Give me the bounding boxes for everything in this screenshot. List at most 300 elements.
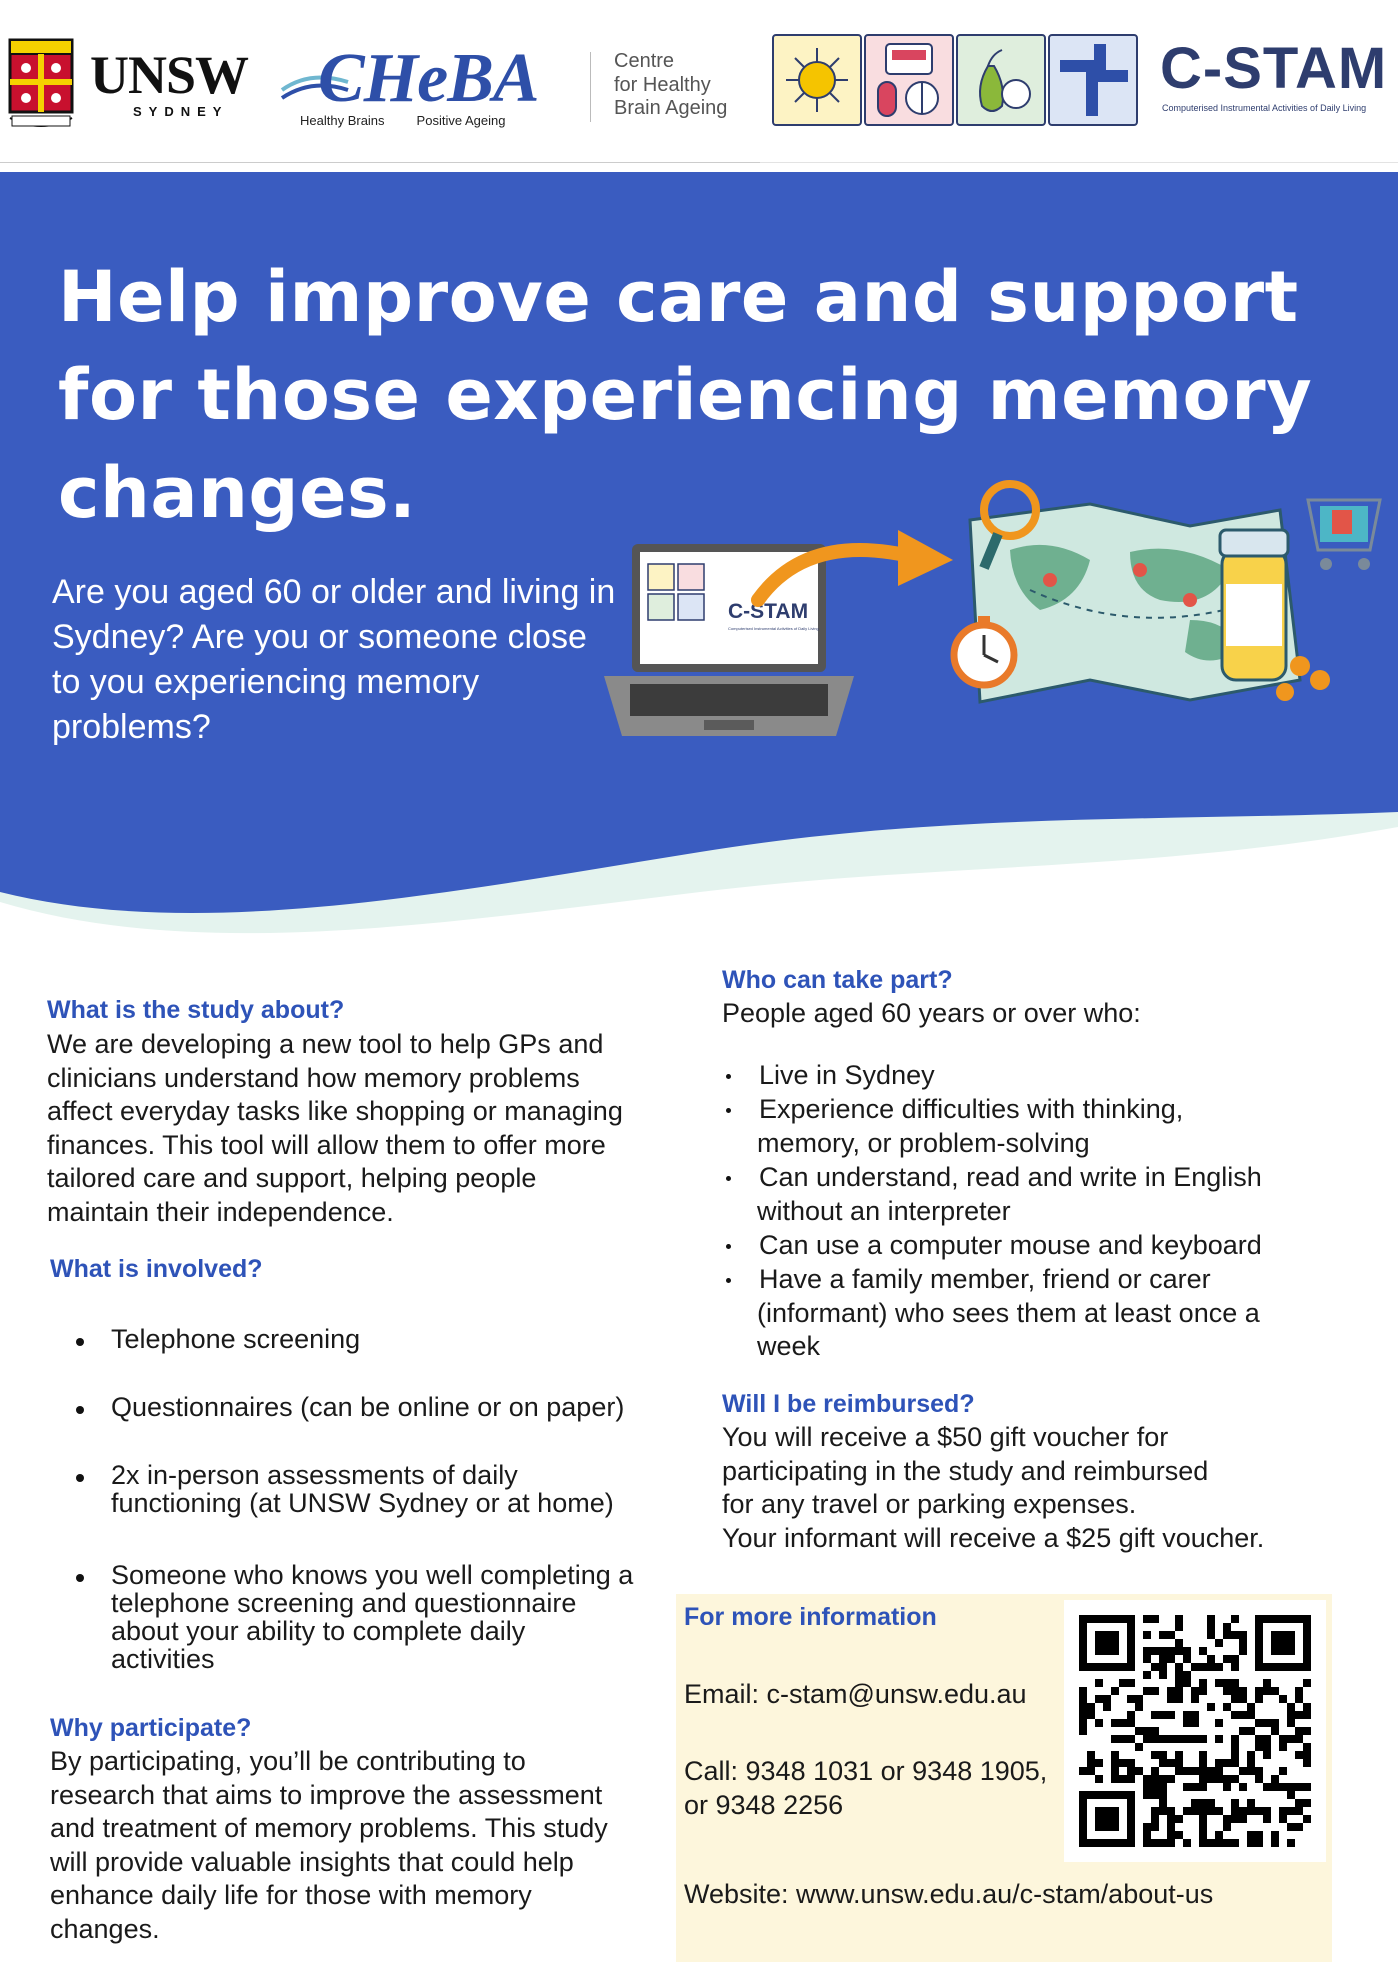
qr-module [1215, 1735, 1223, 1743]
reimbursed-text [722, 1421, 1264, 1555]
qr-module [1231, 1775, 1239, 1783]
qr-module [1263, 1751, 1271, 1759]
qr-module [1159, 1807, 1167, 1815]
qr-module [1295, 1727, 1303, 1735]
centre-line-3: Brain Ageing [614, 97, 728, 120]
qr-module [1087, 1767, 1095, 1775]
qr-module [1215, 1719, 1223, 1727]
qr-module [1231, 1679, 1239, 1687]
qr-module [1159, 1711, 1167, 1719]
qr-module [1303, 1751, 1311, 1759]
qr-module [1191, 1711, 1199, 1719]
qr-module [1151, 1783, 1159, 1791]
unsw-crest-icon [8, 38, 74, 134]
qr-module [1207, 1703, 1215, 1711]
involved-item [111, 1325, 360, 1353]
bullet-icon [726, 1244, 731, 1249]
qr-module [1167, 1831, 1175, 1839]
qr-module [1087, 1759, 1095, 1767]
qr-module [1247, 1831, 1255, 1839]
qr-module [1271, 1783, 1279, 1791]
qr-module [1199, 1767, 1207, 1775]
qr-module [1223, 1631, 1231, 1639]
qr-module [1143, 1831, 1151, 1839]
qr-module [1151, 1687, 1159, 1695]
qr-finder [1095, 1807, 1119, 1831]
qr-module [1255, 1807, 1263, 1815]
qr-module [1151, 1823, 1159, 1831]
qr-module [1167, 1735, 1175, 1743]
bullet-icon [76, 1338, 84, 1346]
qr-module [1127, 1711, 1135, 1719]
qr-module [1295, 1807, 1303, 1815]
who-line: Can understand, read and write in English [759, 1162, 1262, 1192]
qr-module [1087, 1711, 1095, 1719]
qr-module [1287, 1711, 1295, 1719]
qr-module [1223, 1759, 1231, 1767]
qr-module [1087, 1751, 1095, 1759]
qr-module [1247, 1751, 1255, 1759]
qr-module [1279, 1695, 1287, 1703]
qr-module [1151, 1735, 1159, 1743]
qr-module [1087, 1703, 1095, 1711]
qr-module [1191, 1719, 1199, 1727]
qr-module [1127, 1679, 1135, 1687]
qr-module [1231, 1687, 1239, 1695]
qr-module [1119, 1735, 1127, 1743]
qr-module [1207, 1799, 1215, 1807]
reimbursed-line: Your informant will receive a $25 gift voucher. [722, 1522, 1265, 1553]
qr-module [1175, 1671, 1183, 1679]
qr-module [1135, 1695, 1143, 1703]
qr-module [1239, 1807, 1247, 1815]
qr-module [1167, 1695, 1175, 1703]
qr-module [1143, 1735, 1151, 1743]
qr-module [1127, 1767, 1135, 1775]
who-line: week [757, 1331, 821, 1362]
qr-module [1159, 1839, 1167, 1847]
qr-module [1143, 1783, 1151, 1791]
qr-module [1263, 1783, 1271, 1791]
qr-module [1215, 1775, 1223, 1783]
qr-module [1207, 1807, 1215, 1815]
qr-module [1119, 1775, 1127, 1783]
qr-module [1183, 1655, 1191, 1663]
why-line: research that aims to improve the assessment [50, 1779, 603, 1810]
cheba-tag-right: Positive Ageing [416, 113, 506, 128]
bullet-icon [76, 1474, 84, 1482]
about-line: tailored care and support, helping people [47, 1163, 537, 1194]
qr-module [1175, 1647, 1183, 1655]
qr-module [1279, 1743, 1287, 1751]
who-item [759, 1263, 1260, 1364]
involved-item [111, 1461, 614, 1517]
qr-module [1247, 1703, 1255, 1711]
cheba-tagline [300, 113, 537, 128]
qr-module [1199, 1823, 1207, 1831]
qr-module [1183, 1711, 1191, 1719]
qr-module [1255, 1831, 1263, 1839]
orange-arrow-icon [748, 520, 958, 620]
involved-item [111, 1561, 633, 1673]
qr-module [1279, 1735, 1287, 1743]
qr-module [1223, 1823, 1231, 1831]
qr-module [1223, 1703, 1231, 1711]
qr-module [1247, 1767, 1255, 1775]
qr-module [1151, 1815, 1159, 1823]
header-logos [0, 0, 1398, 162]
qr-module [1295, 1711, 1303, 1719]
qr-module [1199, 1799, 1207, 1807]
qr-module [1247, 1759, 1255, 1767]
qr-module [1271, 1775, 1279, 1783]
qr-module [1295, 1687, 1303, 1695]
contact-email[interactable] [684, 1678, 1027, 1712]
qr-module [1191, 1767, 1199, 1775]
centre-line-2: for Healthy [614, 73, 711, 96]
laptop-screen-sub: Computerised Instrumental Activities of Daily Living [728, 626, 819, 631]
qr-module [1279, 1807, 1287, 1815]
qr-module [1079, 1687, 1087, 1695]
about-text [47, 1028, 623, 1230]
qr-module [1079, 1767, 1087, 1775]
centre-line-1: Centre [614, 50, 675, 72]
qr-module [1279, 1767, 1287, 1775]
qr-module [1255, 1767, 1263, 1775]
qr-module [1207, 1663, 1215, 1671]
cstam-logo-text: C-STAM [1160, 36, 1388, 101]
qr-module [1287, 1719, 1295, 1727]
qr-module [1175, 1663, 1183, 1671]
qr-module [1231, 1839, 1239, 1847]
involved-item [111, 1393, 624, 1421]
qr-module [1183, 1647, 1191, 1655]
qr-module [1143, 1823, 1151, 1831]
qr-module [1159, 1751, 1167, 1759]
qr-module [1151, 1775, 1159, 1783]
involved-line: Telephone screening [111, 1324, 361, 1354]
qr-code-icon[interactable] [1064, 1600, 1326, 1862]
qr-module [1239, 1783, 1247, 1791]
who-item [759, 1161, 1262, 1228]
qr-module [1223, 1775, 1231, 1783]
who-intro: People aged 60 years or over who: [722, 998, 1141, 1028]
qr-module [1255, 1839, 1263, 1847]
qr-module [1303, 1743, 1311, 1751]
qr-module [1223, 1783, 1231, 1791]
qr-module [1159, 1799, 1167, 1807]
qr-module [1247, 1727, 1255, 1735]
qr-module [1215, 1839, 1223, 1847]
qr-module [1287, 1839, 1295, 1847]
qr-module [1191, 1807, 1199, 1815]
qr-module [1239, 1727, 1247, 1735]
bullet-icon [76, 1406, 84, 1414]
qr-module [1127, 1775, 1135, 1783]
qr-module [1199, 1759, 1207, 1767]
qr-module [1143, 1727, 1151, 1735]
qr-module [1271, 1831, 1279, 1839]
qr-module [1223, 1687, 1231, 1695]
qr-module [1151, 1839, 1159, 1847]
involved-line: telephone screening and questionnaire [111, 1588, 577, 1618]
qr-finder [1095, 1631, 1119, 1655]
qr-module [1167, 1839, 1175, 1847]
website-label: Website [684, 1879, 782, 1909]
contact-website[interactable] [684, 1878, 1213, 1912]
qr-module [1295, 1823, 1303, 1831]
qr-module [1199, 1663, 1207, 1671]
qr-module [1167, 1807, 1175, 1815]
contact-heading: For more information [684, 1603, 937, 1631]
qr-module [1287, 1807, 1295, 1815]
who-line: Live in Sydney [759, 1060, 935, 1090]
qr-module [1103, 1703, 1111, 1711]
qr-module [1079, 1711, 1087, 1719]
qr-module [1159, 1791, 1167, 1799]
qr-module [1255, 1719, 1263, 1727]
qr-module [1159, 1759, 1167, 1767]
qr-module [1167, 1687, 1175, 1695]
qr-module [1199, 1687, 1207, 1695]
qr-module [1303, 1799, 1311, 1807]
qr-module [1295, 1751, 1303, 1759]
qr-module [1159, 1735, 1167, 1743]
qr-module [1135, 1767, 1143, 1775]
involved-line: functioning (at UNSW Sydney or at home) [111, 1488, 614, 1518]
bullet-icon [726, 1176, 731, 1181]
qr-module [1231, 1735, 1239, 1743]
qr-module [1255, 1743, 1263, 1751]
qr-module [1279, 1815, 1287, 1823]
qr-module [1199, 1751, 1207, 1759]
qr-module [1191, 1663, 1199, 1671]
qr-module [1231, 1631, 1239, 1639]
qr-module [1135, 1743, 1143, 1751]
qr-module [1143, 1671, 1151, 1679]
reimbursed-line: You will receive a $50 gift voucher for [722, 1422, 1169, 1452]
qr-module [1151, 1727, 1159, 1735]
qr-module [1151, 1751, 1159, 1759]
who-line: (informant) who sees them at least once a [757, 1297, 1260, 1328]
qr-module [1271, 1687, 1279, 1695]
qr-module [1271, 1727, 1279, 1735]
about-line: finances. This tool will allow them to offer more [47, 1129, 606, 1160]
qr-module [1199, 1831, 1207, 1839]
qr-module [1231, 1663, 1239, 1671]
qr-module [1215, 1663, 1223, 1671]
qr-module [1263, 1719, 1271, 1727]
qr-module [1295, 1735, 1303, 1743]
qr-module [1223, 1839, 1231, 1847]
qr-module [1303, 1815, 1311, 1823]
qr-module [1159, 1671, 1167, 1679]
involved-line: 2x in-person assessments of daily [111, 1460, 518, 1490]
sun-icon [772, 34, 862, 126]
qr-module [1191, 1687, 1199, 1695]
qr-module [1303, 1679, 1311, 1687]
qr-module [1159, 1775, 1167, 1783]
qr-module [1231, 1695, 1239, 1703]
qr-module [1303, 1759, 1311, 1767]
qr-module [1263, 1679, 1271, 1687]
qr-module [1111, 1751, 1119, 1759]
qr-module [1191, 1799, 1199, 1807]
qr-module [1127, 1759, 1135, 1767]
qr-module [1239, 1695, 1247, 1703]
qr-module [1175, 1751, 1183, 1759]
qr-module [1239, 1767, 1247, 1775]
involved-heading: What is involved? [50, 1255, 263, 1283]
qr-module [1231, 1743, 1239, 1751]
qr-module [1295, 1783, 1303, 1791]
qr-module [1151, 1711, 1159, 1719]
qr-module [1175, 1735, 1183, 1743]
involved-line: Questionnaires (can be online or on paper) [111, 1392, 625, 1422]
qr-module [1183, 1839, 1191, 1847]
about-heading: What is the study about? [47, 996, 345, 1024]
qr-module [1135, 1727, 1143, 1735]
qr-module [1271, 1839, 1279, 1847]
cstam-logo-subtext: Computerised Instrumental Activities of Daily Living [1162, 103, 1367, 113]
qr-module [1095, 1719, 1103, 1727]
laptop-screen-logo: C-STAM [728, 600, 809, 623]
hero-question: Are you aged 60 or older and living in Sydney? Are you or someone close to you experiencing memory problems? [52, 573, 616, 746]
why-line: enhance daily life for those with memory [50, 1880, 532, 1911]
qr-module [1199, 1775, 1207, 1783]
qr-module [1247, 1711, 1255, 1719]
qr-module [1111, 1759, 1119, 1767]
qr-module [1111, 1735, 1119, 1743]
involved-line: activities [111, 1644, 215, 1674]
qr-module [1079, 1719, 1087, 1727]
involved-line: about your ability to complete daily [111, 1616, 526, 1646]
qr-module [1263, 1743, 1271, 1751]
qr-module [1287, 1823, 1295, 1831]
qr-module [1207, 1839, 1215, 1847]
qr-module [1183, 1679, 1191, 1687]
qr-module [1151, 1807, 1159, 1815]
who-line: memory, or problem-solving [757, 1127, 1090, 1158]
qr-module [1295, 1695, 1303, 1703]
qr-module [1079, 1703, 1087, 1711]
qr-module [1287, 1791, 1295, 1799]
qr-module [1175, 1679, 1183, 1687]
qr-module [1303, 1711, 1311, 1719]
qr-module [1287, 1703, 1295, 1711]
qr-module [1103, 1695, 1111, 1703]
qr-module [1127, 1719, 1135, 1727]
why-line: and treatment of memory problems. This study [50, 1813, 608, 1844]
qr-module [1207, 1623, 1215, 1631]
qr-module [1199, 1815, 1207, 1823]
qr-module [1159, 1663, 1167, 1671]
qr-module [1223, 1679, 1231, 1687]
qr-module [1191, 1783, 1199, 1791]
who-line: Have a family member, friend or carer [759, 1264, 1211, 1294]
qr-module [1159, 1647, 1167, 1655]
qr-module [1151, 1663, 1159, 1671]
qr-module [1191, 1695, 1199, 1703]
why-line: will provide valuable insights that could help [50, 1846, 574, 1877]
qr-module [1095, 1759, 1103, 1767]
qr-module [1167, 1775, 1175, 1783]
qr-module [1231, 1807, 1239, 1815]
website-link[interactable]: : www.unsw.edu.au/c-stam/about-us [781, 1879, 1214, 1909]
qr-module [1223, 1623, 1231, 1631]
qr-module [1135, 1703, 1143, 1711]
qr-module [1303, 1727, 1311, 1735]
centre-name [614, 50, 727, 121]
cheba-logo-text: CHeBA [318, 40, 539, 117]
qr-module [1183, 1735, 1191, 1743]
qr-module [1143, 1647, 1151, 1655]
email-value[interactable]: : c-stam@unsw.edu.au [751, 1679, 1027, 1709]
qr-module [1231, 1815, 1239, 1823]
qr-module [1255, 1695, 1263, 1703]
qr-module [1175, 1815, 1183, 1823]
qr-module [1207, 1615, 1215, 1623]
qr-module [1215, 1759, 1223, 1767]
qr-module [1167, 1655, 1175, 1663]
qr-module [1183, 1671, 1191, 1679]
qr-module [1127, 1735, 1135, 1743]
qr-module [1095, 1775, 1103, 1783]
qr-module [1167, 1711, 1175, 1719]
qr-module [1159, 1631, 1167, 1639]
qr-module [1199, 1839, 1207, 1847]
qr-module [1183, 1807, 1191, 1815]
qr-module [1199, 1807, 1207, 1815]
qr-finder [1271, 1631, 1295, 1655]
about-line: clinicians understand how memory problems [47, 1062, 580, 1093]
call-label: Call [684, 1756, 731, 1786]
who-line: without an interpreter [757, 1195, 1011, 1226]
who-line: Experience difficulties with thinking, [759, 1094, 1184, 1124]
header-rule-left [0, 162, 760, 163]
qr-module [1239, 1647, 1247, 1655]
qr-module [1159, 1655, 1167, 1663]
qr-module [1183, 1767, 1191, 1775]
hero-headline: Help improve care and support for those experiencing memory changes. [58, 256, 1313, 534]
unsw-logo-subtext: SYDNEY [133, 104, 229, 119]
qr-module [1119, 1719, 1127, 1727]
qr-module [1167, 1631, 1175, 1639]
qr-module [1247, 1807, 1255, 1815]
qr-module [1111, 1687, 1119, 1695]
why-line: changes. [50, 1913, 160, 1944]
who-item [759, 1229, 1262, 1263]
why-heading: Why participate? [50, 1714, 252, 1742]
qr-module [1127, 1695, 1135, 1703]
qr-module [1279, 1783, 1287, 1791]
qr-module [1151, 1767, 1159, 1775]
qr-module [1175, 1639, 1183, 1647]
qr-module [1255, 1687, 1263, 1695]
who-item [759, 1059, 935, 1093]
phone-pills-icon [864, 34, 954, 126]
qr-module [1207, 1775, 1215, 1783]
who-item [759, 1093, 1183, 1160]
qr-module [1143, 1615, 1151, 1623]
qr-module [1079, 1695, 1087, 1703]
qr-module [1239, 1815, 1247, 1823]
qr-module [1175, 1831, 1183, 1839]
qr-module [1303, 1783, 1311, 1791]
qr-module [1223, 1655, 1231, 1663]
qr-module [1231, 1759, 1239, 1767]
qr-module [1143, 1631, 1151, 1639]
